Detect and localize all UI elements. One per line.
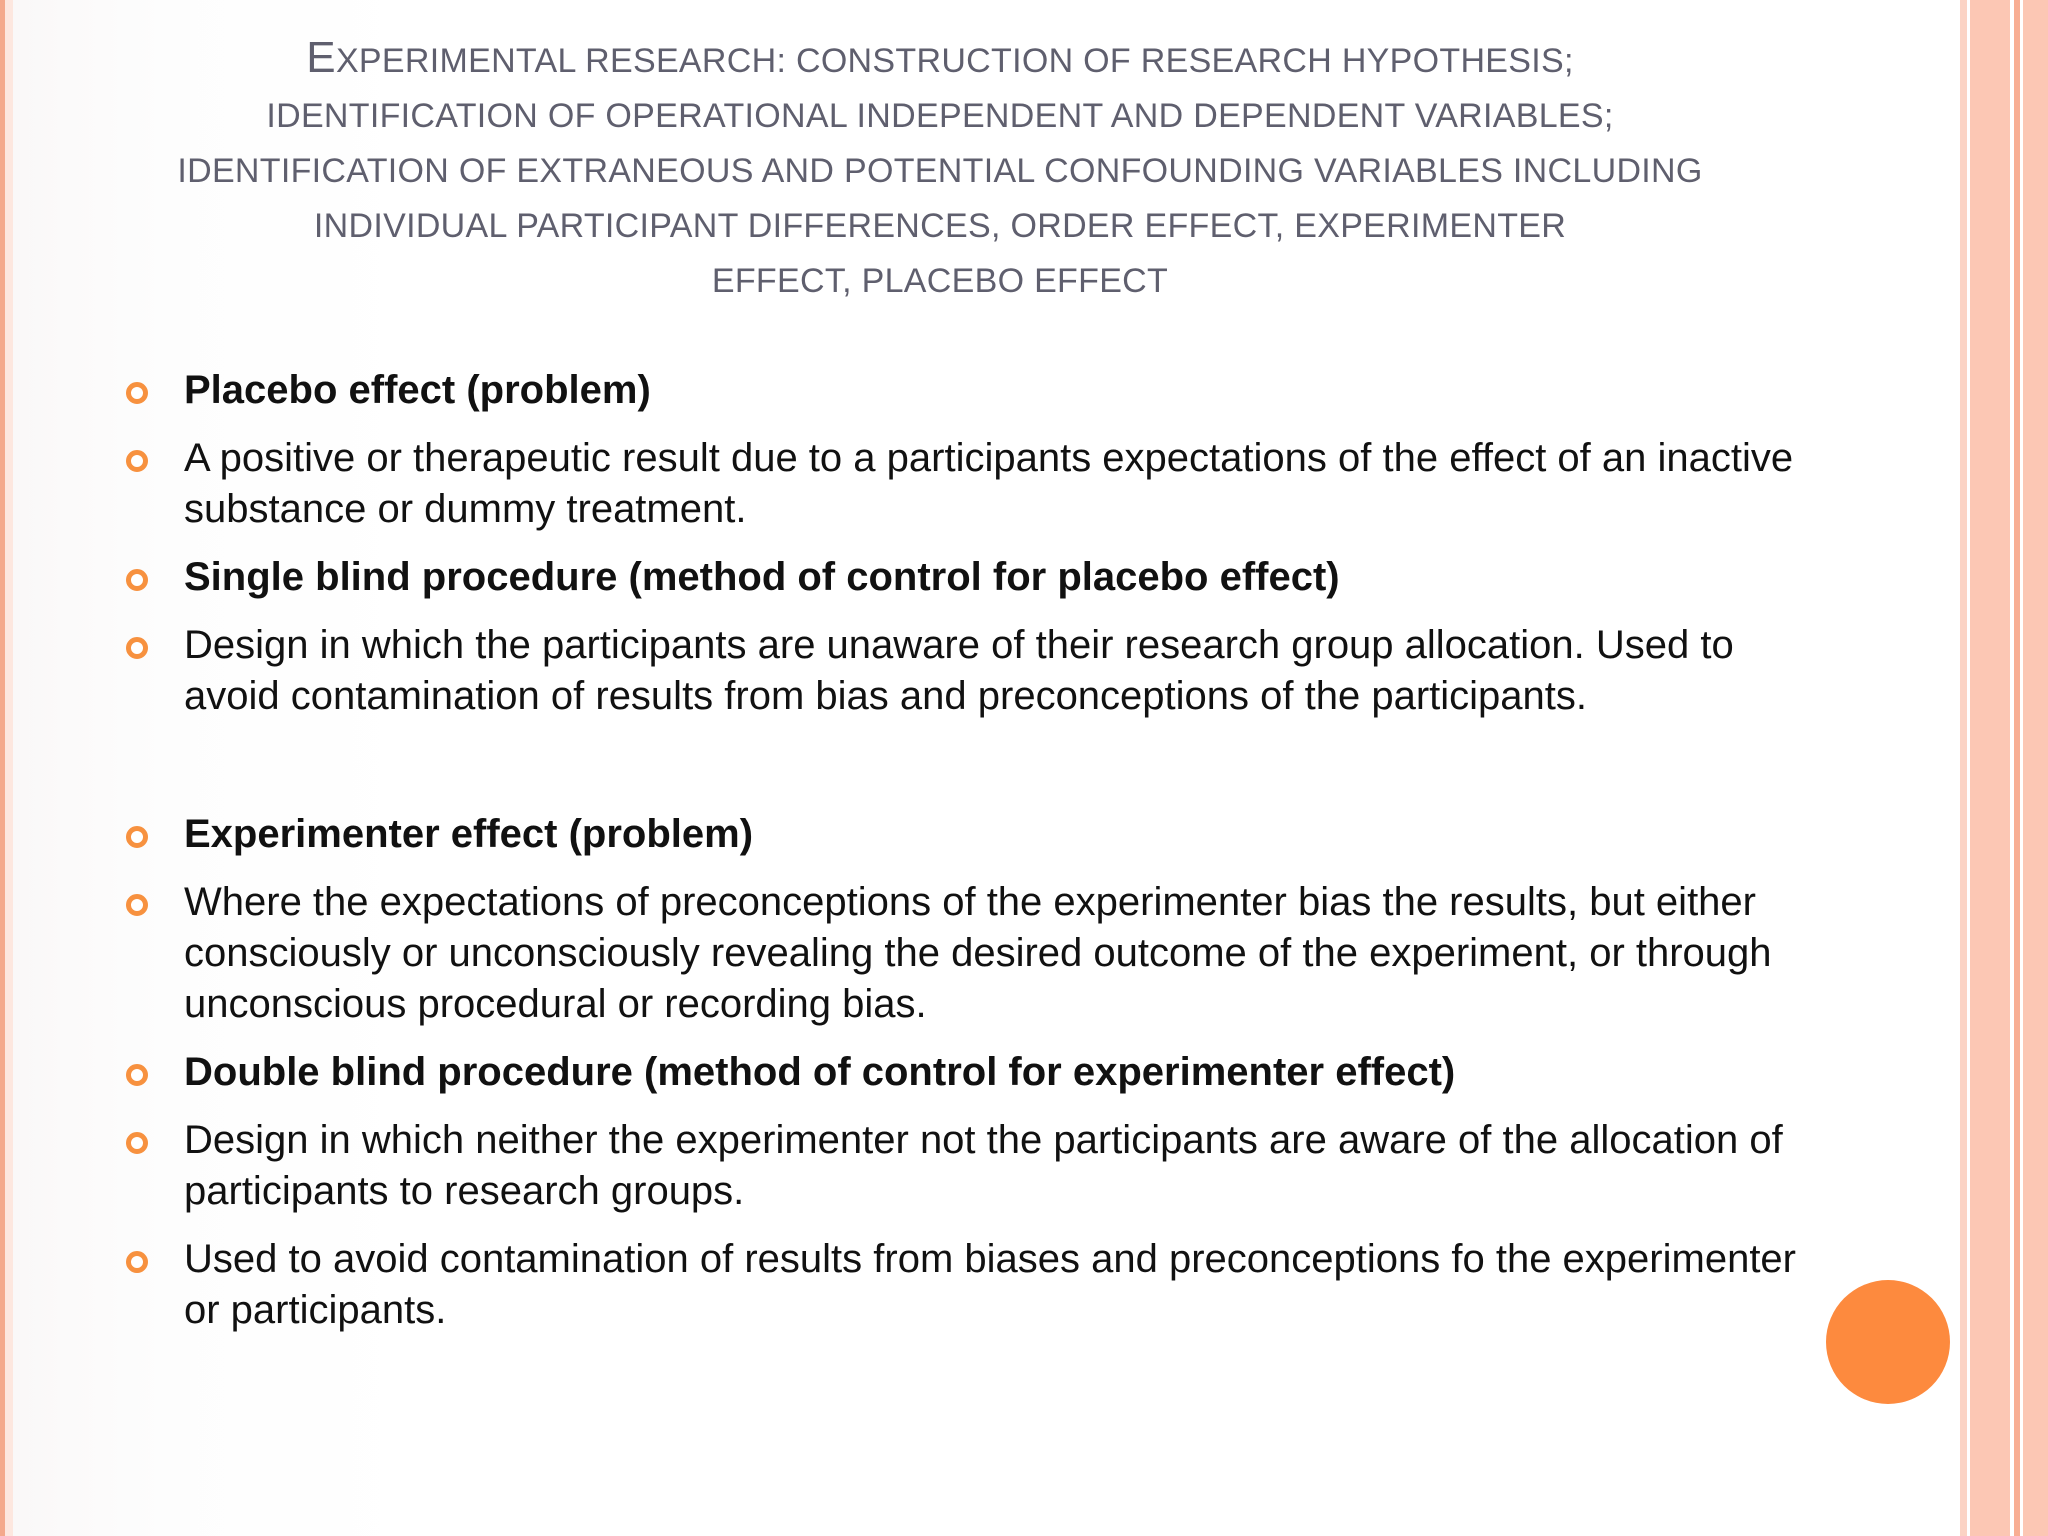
bullet-ring-icon: [126, 1064, 148, 1086]
title-initial: E: [306, 33, 336, 82]
bullet-ring-icon: [126, 637, 148, 659]
bullet-ring-icon: [126, 1132, 148, 1154]
bullet-item-double-blind-heading: [120, 1047, 1800, 1098]
bullet-item-double-blind-definition: [120, 1115, 1800, 1217]
title-line-2: IDENTIFICATION OF OPERATIONAL INDEPENDENT AND DEPENDENT VARIABLES;: [266, 97, 1614, 135]
bullet-text: Single blind procedure (method of control for placebo effect): [184, 555, 1340, 599]
bullet-item-single-blind-heading: [120, 552, 1800, 603]
bullet-ring-icon: [126, 569, 148, 591]
title-line-1-text: XPERIMENTAL RESEARCH: CONSTRUCTION OF RESEARCH HYPOTHESIS;: [335, 42, 1574, 80]
slide-title: [90, 30, 1790, 309]
bullet-ring-icon: [126, 894, 148, 916]
bullet-item-experimenter-definition: [120, 877, 1800, 1030]
title-line-1: [90, 30, 1790, 89]
right-stripe: [1960, 0, 1967, 1536]
bullet-ring-icon: [126, 450, 148, 472]
bullet-item-placebo-heading: [120, 365, 1800, 416]
bullet-ring-icon: [126, 826, 148, 848]
bullet-item-single-blind-definition: [120, 620, 1800, 722]
bullet-ring-icon: [126, 1251, 148, 1273]
bullet-text: A positive or therapeutic result due to a participants expectations of the effect of an inactive substance or dummy treatment.: [184, 436, 1794, 531]
bullet-ring-icon: [126, 382, 148, 404]
title-line-4: INDIVIDUAL PARTICIPANT DIFFERENCES, ORDER EFFECT, EXPERIMENTER: [313, 207, 1567, 245]
bullet-item-double-blind-purpose: [120, 1234, 1800, 1336]
bullet-item-placebo-definition: [120, 433, 1800, 535]
bullet-text: Used to avoid contamination of results from biases and preconceptions fo the experimenter or participants.: [184, 1237, 1796, 1332]
bullet-text: Placebo effect (problem): [184, 368, 651, 412]
left-border-inner: [5, 0, 13, 1536]
bullet-text: Design in which neither the experimenter not the participants are aware of the allocation of participants to research groups.: [184, 1118, 1783, 1213]
right-stripe: [1970, 0, 2010, 1536]
right-stripe: [2023, 0, 2048, 1536]
decorative-circle: [1826, 1280, 1950, 1404]
bullet-text: Design in which the participants are unaware of their research group allocation. Used to avoid contamination of results from bias and preconceptions of the participants.: [184, 623, 1734, 718]
bullet-text: Where the expectations of preconceptions of the experimenter bias the results, but either consciously or unconsciously revealing the desired outcome of the experiment, or through unconscious procedural or recording bias.: [184, 880, 1772, 1026]
bullet-text: Experimenter effect (problem): [184, 812, 754, 856]
bullet-item-experimenter-heading: [120, 809, 1800, 860]
bullet-list: [120, 365, 1800, 1353]
bullet-text: Double blind procedure (method of control for experimenter effect): [184, 1050, 1456, 1094]
title-line-3: IDENTIFICATION OF EXTRANEOUS AND POTENTIAL CONFOUNDING VARIABLES INCLUDING: [177, 152, 1703, 190]
title-line-5: EFFECT, PLACEBO EFFECT: [711, 262, 1169, 300]
